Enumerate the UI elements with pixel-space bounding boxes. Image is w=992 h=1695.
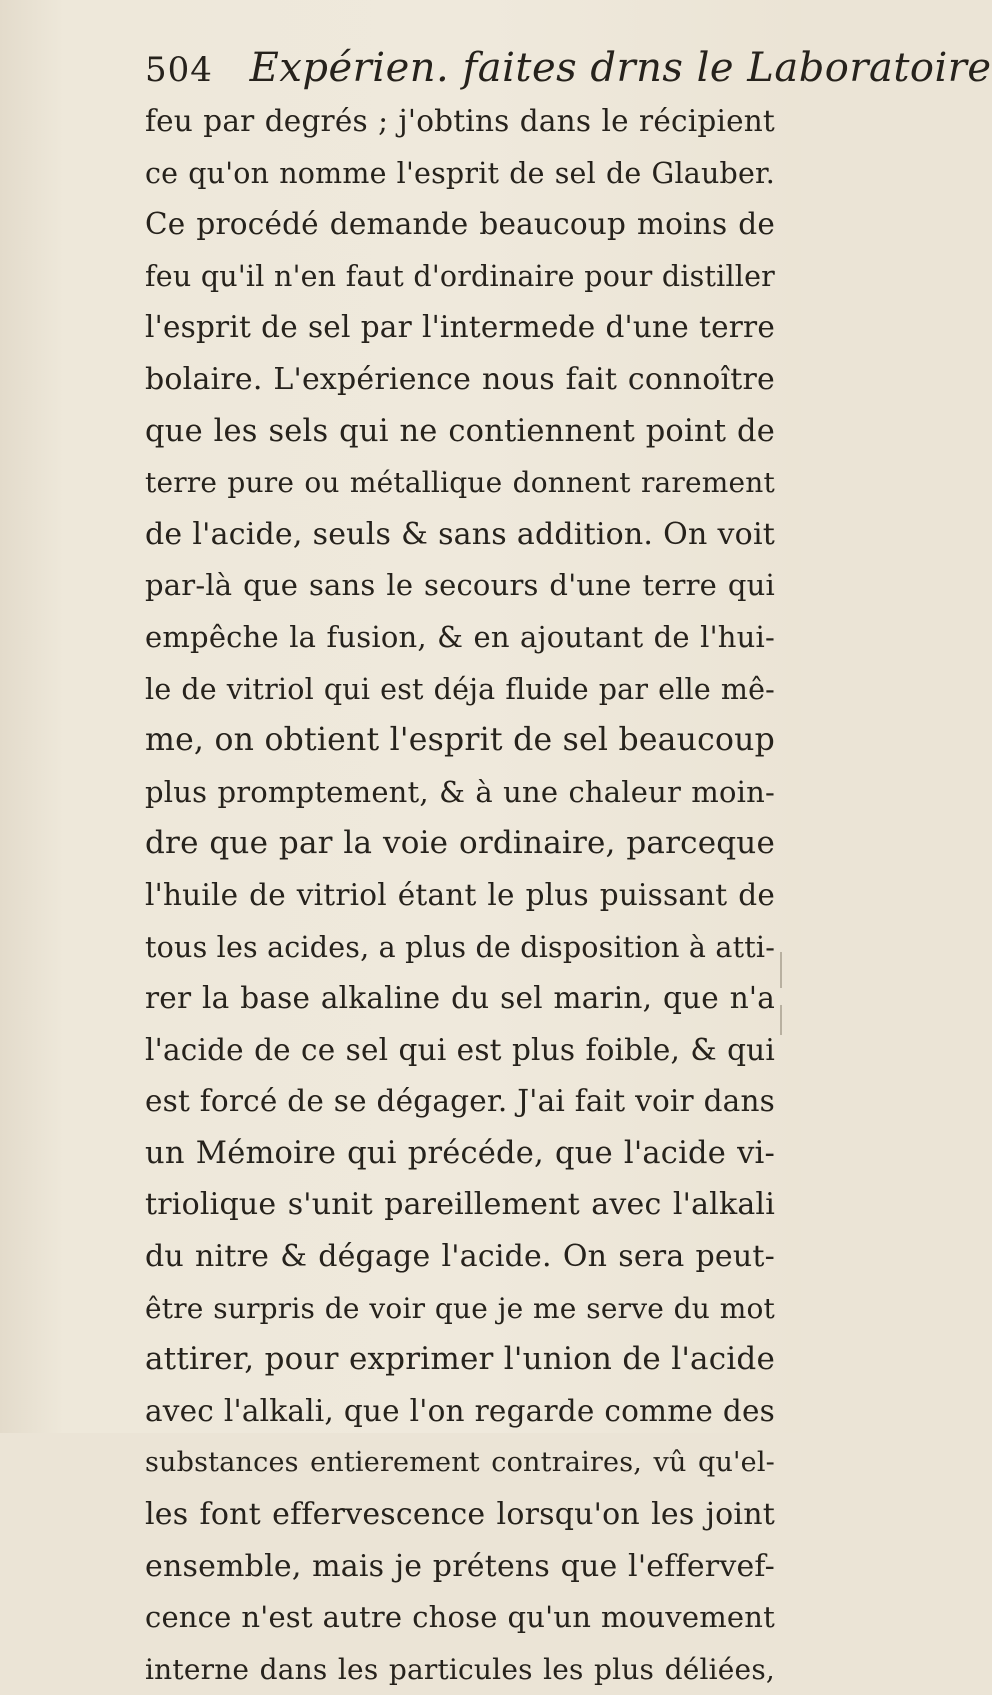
text-line: avec l'alkali, que l'on regarde comme des bbox=[145, 1393, 775, 1428]
text-line: feu qu'il n'en faut d'ordinaire pour distiller bbox=[145, 259, 775, 293]
text-line: les font effervescence lorsqu'on les joint bbox=[145, 1497, 775, 1533]
text-line: triolique s'unit pareillement avec l'alkali bbox=[145, 1187, 775, 1223]
text-line: bolaire. L'expérience nous fait connoître bbox=[145, 361, 775, 397]
text-line: interne dans les particules les plus déliées, bbox=[145, 1652, 775, 1686]
running-head: Expérien. faites drns le Laboratoire bbox=[249, 45, 992, 91]
text-line: Ce procédé demande beaucoup moins de bbox=[145, 207, 775, 242]
text-line: me, on obtient l'esprit de sel beaucoup bbox=[145, 722, 775, 759]
text-line: rer la base alkaline du sel marin, que n'a bbox=[145, 981, 775, 1016]
page-number: 504 bbox=[145, 50, 213, 90]
text-line: de l'acide, seuls & sans addition. On voit bbox=[145, 516, 775, 552]
text-line: cence n'est autre chose qu'un mouvement bbox=[145, 1600, 775, 1635]
text-line: terre pure ou métallique donnent rarement bbox=[145, 466, 775, 500]
text-line: du nitre & dégage l'acide. On sera peut- bbox=[145, 1239, 775, 1275]
text-line: que les sels qui ne contiennent point de bbox=[145, 413, 775, 449]
text-line: être surpris de voir que je me serve du mot bbox=[145, 1291, 775, 1325]
text-line: par-là que sans le secours d'une terre qui bbox=[145, 568, 775, 603]
text-line: l'huile de vitriol étant le plus puissant de bbox=[145, 877, 775, 912]
text-line: attirer, pour exprimer l'union de l'acide bbox=[145, 1341, 775, 1378]
text-line: le de vitriol qui est déja fluide par elle mê- bbox=[145, 672, 775, 706]
text-line: l'esprit de sel par l'intermede d'une terre bbox=[145, 310, 775, 345]
margin-mark bbox=[780, 1005, 782, 1035]
text-line: ce qu'on nomme l'esprit de sel de Glauber. bbox=[145, 156, 775, 190]
text-line: substances entierement contraires, vû qu'el- bbox=[145, 1447, 775, 1479]
body-text bbox=[145, 96, 775, 1695]
text-line: est forcé de se dégager. J'ai fait voir dans bbox=[145, 1084, 775, 1119]
text-line: empêche la fusion, & en ajoutant de l'hui- bbox=[145, 619, 775, 654]
text-line: feu par degrés ; j'obtins dans le récipient bbox=[145, 104, 775, 138]
text-line: ensemble, mais je prétens que l'effervef- bbox=[145, 1548, 775, 1584]
margin-mark bbox=[780, 952, 782, 988]
text-line: l'acide de ce sel qui est plus foible, & qui bbox=[145, 1032, 775, 1067]
page-header bbox=[145, 40, 992, 96]
text-line: tous les acides, a plus de disposition à atti- bbox=[145, 930, 776, 964]
text-line: plus promptement, & à une chaleur moin- bbox=[145, 774, 775, 809]
text-line: dre que par la voie ordinaire, parceque bbox=[145, 825, 775, 862]
text-line: un Mémoire qui précéde, que l'acide vi- bbox=[145, 1135, 775, 1171]
